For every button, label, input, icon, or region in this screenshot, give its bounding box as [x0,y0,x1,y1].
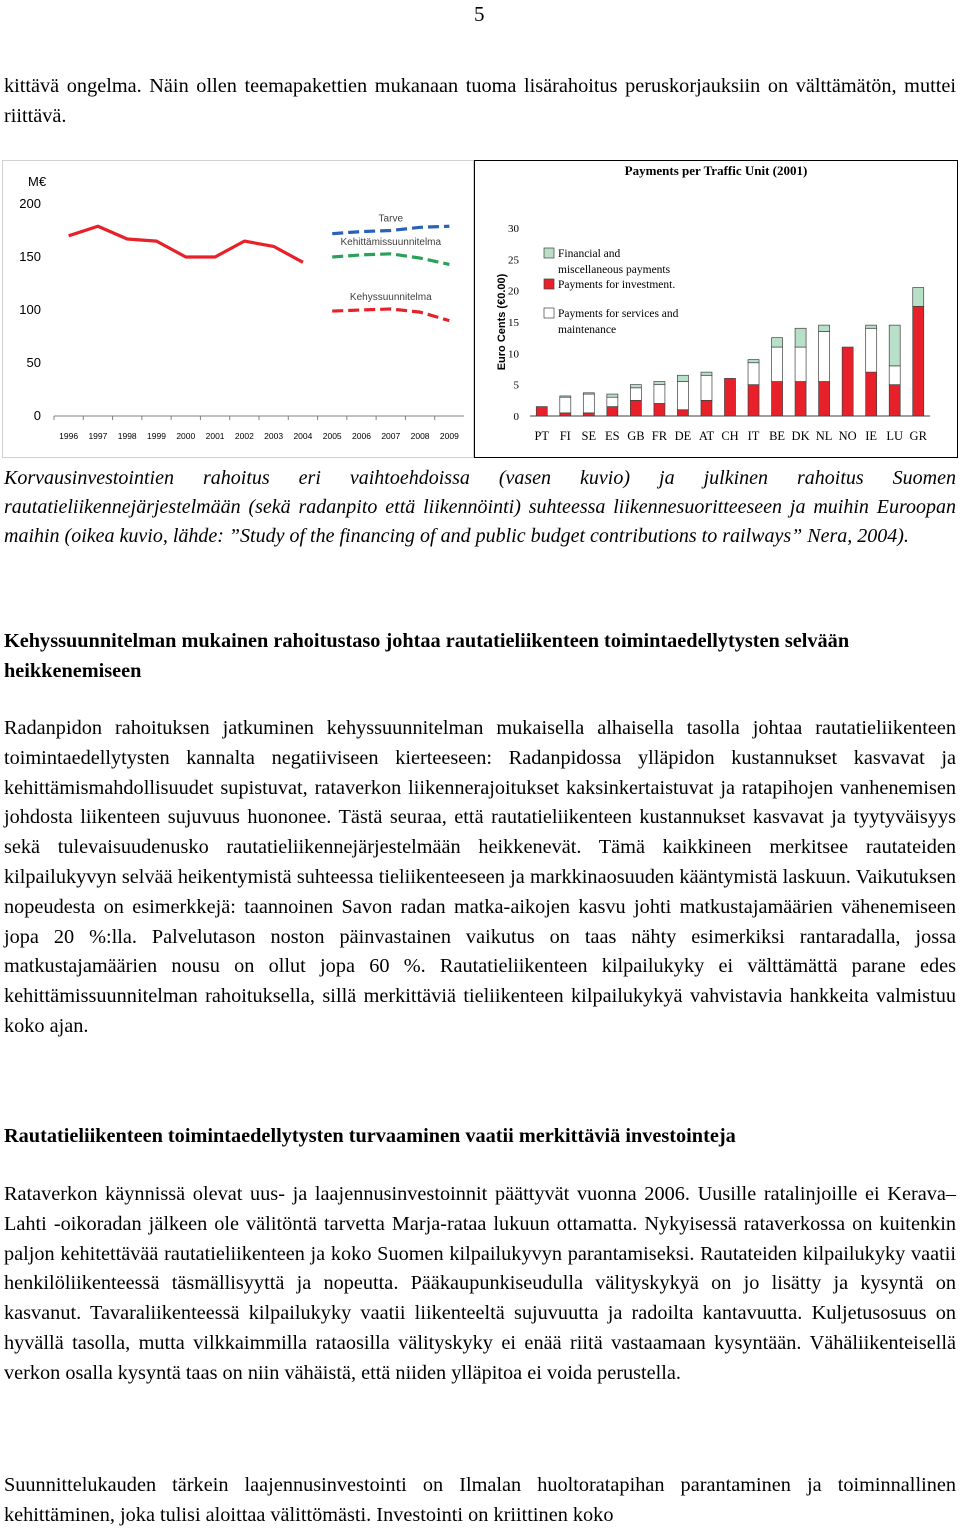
y-tick-label: 30 [508,223,519,235]
bar-segment-2 [701,372,712,375]
bar-segment-0 [560,413,571,416]
x-tick-label: 2005 [322,431,342,441]
x-tick-label: 2003 [264,431,284,441]
x-tick-label: NO [838,429,857,443]
x-tick-label: IT [747,429,760,443]
bar-segment-0 [630,400,641,416]
x-tick-label: DE [674,429,692,443]
y-tick-label: 0 [513,411,519,423]
x-tick-label: 1999 [147,431,166,441]
chart-title: Payments per Traffic Unit (2001) [624,163,808,178]
bar-segment-1 [607,397,618,406]
legend-label: maintenance [558,324,617,336]
x-tick-label: DK [791,429,810,443]
x-tick-label: 2008 [410,431,430,441]
x-tick-label: 2002 [234,431,254,441]
bar-segment-0 [866,372,877,416]
section-heading-2: Rautatieliikenteen toimintaedellytysten turvaaminen vaatii merkittäviä investointeja [4,1125,736,1147]
right-bar-chart [474,160,958,458]
series-label: Tarve [378,213,404,225]
y-tick-label: 20 [508,285,519,298]
bar-segment-0 [795,382,806,416]
bar-segment-1 [677,382,688,410]
y-tick-label: 100 [19,302,41,317]
bar-segment-2 [607,394,618,397]
y-tick-label: 200 [19,196,41,211]
bar-segment-0 [725,378,736,416]
x-tick-label: FR [651,429,668,443]
legend-label: Financial and [558,248,621,260]
y-tick-label: 15 [508,317,519,329]
bar-segment-0 [536,407,547,416]
figure-caption: Korvausinvestointien rahoitus eri vaihtoehdoissa (vasen kuvio) ja julkinen rahoitus Suomen rautatieliikennejärjestelmään (sekä radanpito että liikennöinti) suhteessa liikennesuoritteeseen ja muihin Euroopan maihin (oikea kuvio, lähde: ”Study of the financing of and public budget contributions to railways” Nera, 2004). [4,467,956,547]
paragraph-3: Suunnittelukauden tärkein laajennusinvestointi on Ilmalan huoltoratapihan parantaminen ja toiminnallinen kehittäminen, joka tulisi aloittaa välittömästi. Investointi on kriittinen koko [4,1474,956,1526]
x-tick-label: GR [909,429,927,443]
legend-label: miscellaneous payments [558,264,671,276]
legend-label: Payments for investment. [558,279,676,291]
bar-segment-2 [630,385,641,388]
bar-segment-1 [748,363,759,385]
bar-segment-0 [583,413,594,416]
bar-segment-1 [583,394,594,413]
bar-segment-0 [772,382,783,416]
paragraph-1: Radanpidon rahoituksen jatkuminen kehyssuunnitelman mukaisella alhaisella tasolla johtaa rautatieliikenteen toimintaedellytysten kannalta negatiiviseen kierteeseen: Radanpidossa ylläpidon kustannukset kasvavat ja kehittämismahdollisuudet supistuvat, rataverkon liikennerajoitukset kaksinkertaistuvat ja ratapihojen vanhenemisen johdosta liikenteen sujuvuus huononee. Tästä seuraa, että rautatieliikenteen kustannukset kasvavat ja tyytyväisyys sekä tulevaisuudenusko rautatieliikennejärjestelmään heikkenevät. Tämä kaikkineen merkitsee rautateiden kilpailukyvyn selvää heikentymistä suhteessa tieliikenteeseen ja markkinaosuuden kääntymistä laskuun. Vaikutuksen nopeudesta on esimerkkejä: taannoinen Savon radan matka-aikojen kasvu johti matkustajamäärien vähenemiseen jopa 20 %:lla. Palvelutason noston päinvastainen vaikutus on taas nähty esimerkiksi rantaradalla, jossa matkustajamäärien nousu on ollut jopa 60 %. Rautatieliikenteen kilpailukyky ei välttämättä parane edes kehittämissuunnitelman rahoituksella, sillä merkittäviä tieliikenteen kilpailukykyä vahvistavia hankkeita valmistuu koko ajan. [4,717,956,1037]
x-tick-label: 2004 [293,431,313,441]
y-tick-label: 150 [19,249,41,264]
bar-segment-2 [560,396,571,397]
bar-segment-1 [819,331,830,381]
bar-segment-0 [677,410,688,416]
series-label: Kehittämissuunnitelma [340,236,442,248]
bar-segment-1 [701,375,712,400]
intro-paragraph: kittävä ongelma. Näin ollen teemapakettien mukanaan tuoma lisärahoitus peruskorjauksiin on välttämätön, muttei riittävä. [4,75,956,127]
x-tick-label: 2001 [205,431,225,441]
x-tick-label: AT [698,429,715,443]
bar-segment-0 [842,347,853,416]
bar-segment-2 [866,325,877,328]
y-tick-label: 10 [508,348,519,361]
bar-segment-0 [889,385,900,416]
bar-segment-2 [654,382,665,385]
legend-swatch [544,308,554,318]
bar-segment-1 [889,366,900,385]
bar-segment-2 [748,360,759,363]
x-tick-label: BE [769,429,786,443]
bar-segment-0 [607,407,618,416]
bar-segment-2 [819,325,830,331]
bar-segment-1 [772,347,783,381]
y-tick-label: 50 [26,355,41,370]
bar-segment-2 [889,325,900,366]
x-tick-label: LU [886,429,904,443]
bar-segment-2 [772,338,783,347]
bar-segment-0 [819,382,830,416]
bar-segment-2 [913,288,924,307]
bar-segment-1 [560,397,571,413]
x-tick-label: GB [627,429,645,443]
x-tick-label: 1997 [88,431,108,441]
x-tick-label: PT [534,429,550,443]
bar-segment-0 [913,306,924,416]
x-tick-label: 1998 [117,431,137,441]
left-line-chart [2,160,474,458]
legend-label: Payments for services and [558,308,679,320]
paragraph-2: Rataverkon käynnissä olevat uus- ja laajennusinvestoinnit päättyvät vuonna 2006. Uusille ratalinjoille ei Kerava–Lahti -oikoradan jälkeen ole välitöntä tarvetta Marja-rataa lukuun ottamatta. Nykyisessä rataverkossa on kuitenkin paljon kehitettävää rautatieliikenteen ja koko Suomen kilpailukyvyn parantamiseksi. Rautateiden kilpailukyky vaatii henkilöliikenteessä täsmällisyyttä ja nopeutta. Pääkaupunkiseudulla välityskykyä on jo lisätty ja kysyntä on kasvanut. Tavaraliikenteessä kilpailukyky vaatii liikenteeltä sujuvuutta ja radoilta kantavuutta. Kuljetusosuus on hyvällä tasolla, mutta vilkkaimmilla rataosilla välityskyky ei enää riitä vastaamaan kysyntään. Vähäliikenteisellä verkon osalla kysyntä taas on niin vähäistä, että niiden ylläpitoa ei voida perustella. [4,1183,956,1384]
x-tick-label: NL [815,429,833,443]
legend-swatch [544,248,554,258]
y-axis-label: Euro Cents (€0.00) [496,273,508,371]
y-unit-label: M€ [28,174,47,189]
bar-segment-1 [630,388,641,401]
bar-segment-1 [795,347,806,381]
bar-segment-0 [748,385,759,416]
x-tick-label: CH [721,429,739,443]
x-tick-label: 2000 [176,431,196,441]
section-heading-1: Kehyssuunnitelman mukainen rahoitustaso johtaa rautatieliikenteen toimintaedellytysten selvään heikkenemiseen [4,630,850,682]
bar-segment-1 [654,385,665,404]
x-tick-label: ES [605,429,620,443]
x-tick-label: FI [559,429,571,443]
x-tick-label: 2009 [439,431,459,441]
bar-segment-2 [795,328,806,347]
y-tick-label: 25 [508,254,519,267]
x-tick-label: 1996 [59,431,79,441]
page-number: 5 [474,2,485,26]
bar-segment-2 [583,393,594,394]
series-label: Kehyssuunnitelma [349,291,432,303]
bar-segment-2 [677,375,688,381]
x-tick-label: IE [865,429,878,443]
bar-segment-1 [866,328,877,372]
bar-segment-0 [654,403,665,416]
x-tick-label: 2007 [381,431,401,441]
y-tick-label: 0 [33,408,41,423]
bar-segment-0 [701,400,712,416]
x-tick-label: 2006 [352,431,371,441]
y-tick-label: 5 [513,379,519,392]
x-tick-label: SE [581,429,597,443]
legend-swatch [544,279,554,289]
